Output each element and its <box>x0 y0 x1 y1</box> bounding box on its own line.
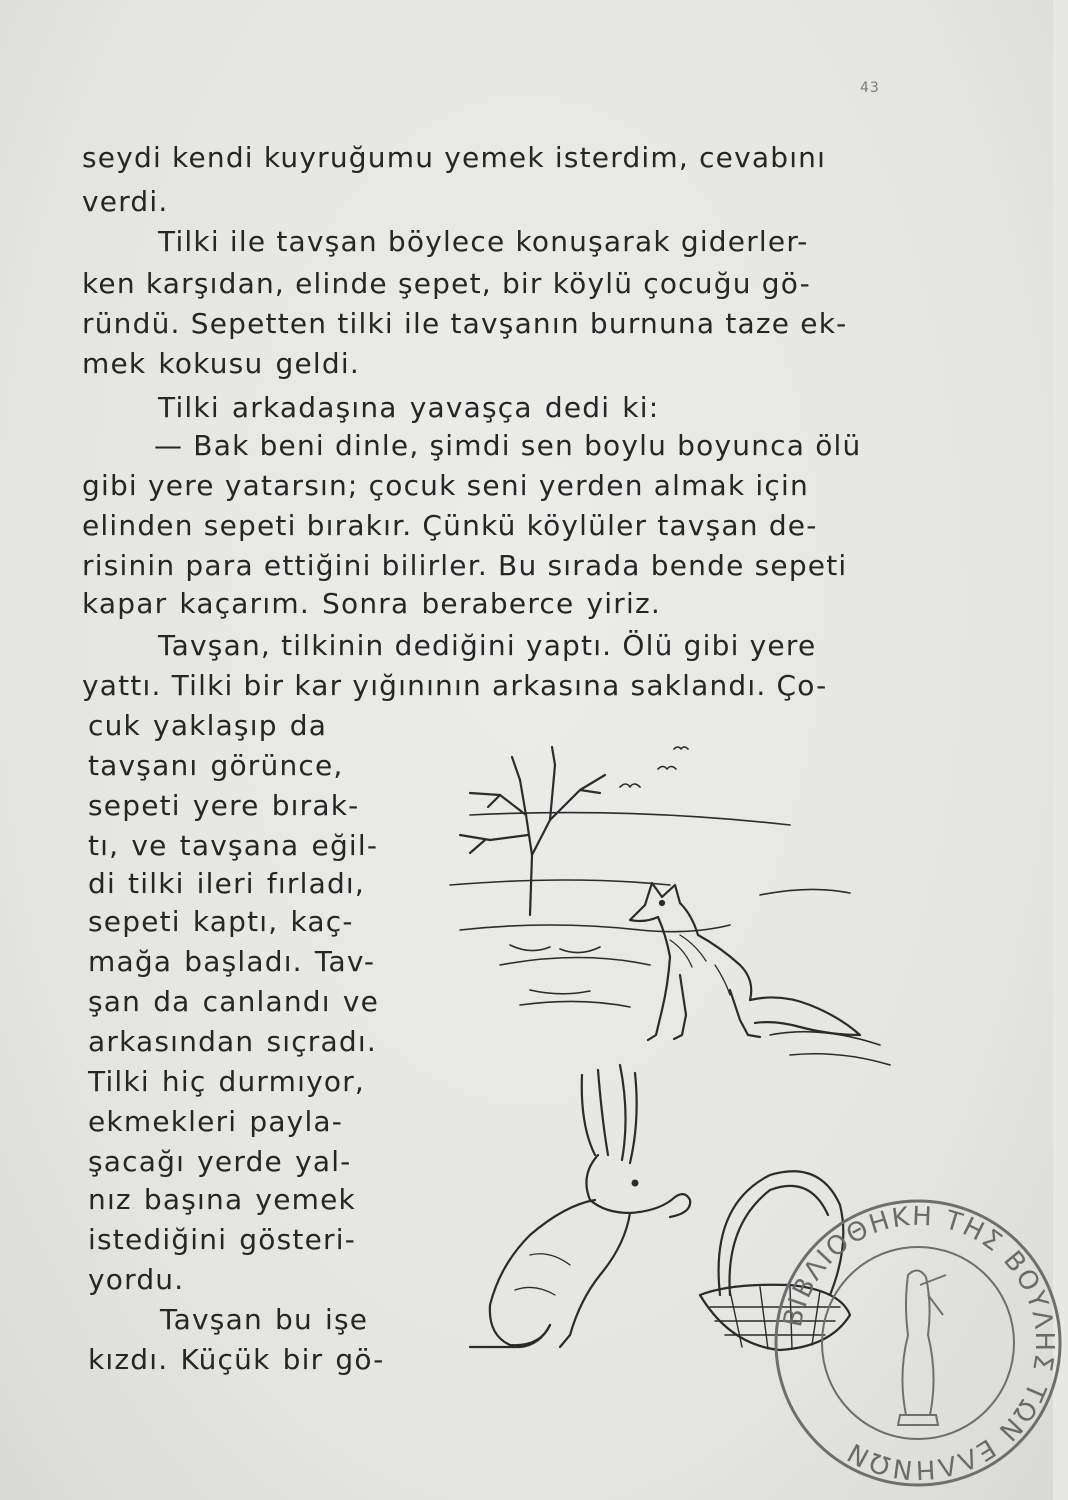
statue-emblem <box>898 1270 946 1425</box>
text-line: seydi kendi kuyruğumu yemek isterdim, cevabını <box>82 141 827 174</box>
text-line: mek kokusu geldi. <box>82 347 360 380</box>
text-line: yordu. <box>88 1263 185 1296</box>
library-stamp <box>768 1185 1068 1500</box>
text-line: tı, ve tavşana eğil- <box>88 829 379 862</box>
stamp-text: ΒΙΒΛΙΟΘΗΚΗ ΤΗΣ ΒΟΥΛΗΣ ΤΩΝ ΕΛΛΗΝΩΝ <box>778 1201 1060 1485</box>
text-line: şan da canlandı ve <box>88 985 380 1018</box>
page-number: 43 <box>860 80 880 96</box>
text-line: Tilki arkadaşına yavaşça dedi ki: <box>158 391 660 424</box>
text-line: cuk yaklaşıp da <box>88 709 328 742</box>
text-line: ründü. Sepetten tilki ile tavşanın burnuna taze ek- <box>82 307 848 340</box>
text-line: mağa başladı. Tav- <box>88 945 376 978</box>
text-line: nız başına yemek <box>88 1183 356 1216</box>
text-line: Tilki hiç durmıyor, <box>88 1065 366 1098</box>
text-line: kızdı. Küçük bir gö- <box>88 1343 385 1376</box>
text-line: ken karşıdan, elinde şepet, bir köylü çocuğu gö- <box>82 267 811 300</box>
snow-drifts <box>450 813 890 1065</box>
fox <box>630 883 860 1040</box>
bare-tree <box>460 747 605 915</box>
text-line: di tilki ileri fırladı, <box>88 867 366 900</box>
text-line: verdi. <box>82 185 169 218</box>
text-line: Tilki ile tavşan böylece konuşarak giderler- <box>158 225 809 258</box>
text-line: elinden sepeti bırakır. Çünkü köylüler tavşan de- <box>82 509 818 542</box>
text-line: — Bak beni dinle, şimdi sen boylu boyunca ölü <box>154 429 862 462</box>
text-line: Tavşan, tilkinin dediğini yaptı. Ölü gibi yere <box>158 629 817 662</box>
text-line: tavşanı görünce, <box>88 749 344 782</box>
text-line: şacağı yerde yal- <box>88 1145 352 1178</box>
text-line: Tavşan bu işe <box>160 1303 369 1336</box>
hare <box>470 1065 690 1347</box>
text-line: kapar kaçarım. Sonra beraberce yiriz. <box>82 587 661 620</box>
text-line: istediğini gösteri- <box>88 1223 356 1256</box>
text-line: risinin para ettiğini bilirler. Bu sırada bende sepeti <box>82 549 848 582</box>
text-line: sepeti kaptı, kaç- <box>88 905 354 938</box>
birds <box>620 747 688 787</box>
text-line: arkasından sıçradı. <box>88 1025 377 1058</box>
svg-text:ΒΙΒΛΙΟΘΗΚΗ ΤΗΣ ΒΟΥΛΗΣ ΤΩΝ ΕΛΛΗ <box>778 1202 1059 1485</box>
text-line: ekmekleri payla- <box>88 1105 344 1138</box>
text-line: sepeti yere bırak- <box>88 789 360 822</box>
text-line: yattı. Tilki bir kar yığınının arkasına saklandı. Ço- <box>82 669 828 702</box>
text-line: gibi yere yatarsın; çocuk seni yerden almak için <box>82 469 809 502</box>
